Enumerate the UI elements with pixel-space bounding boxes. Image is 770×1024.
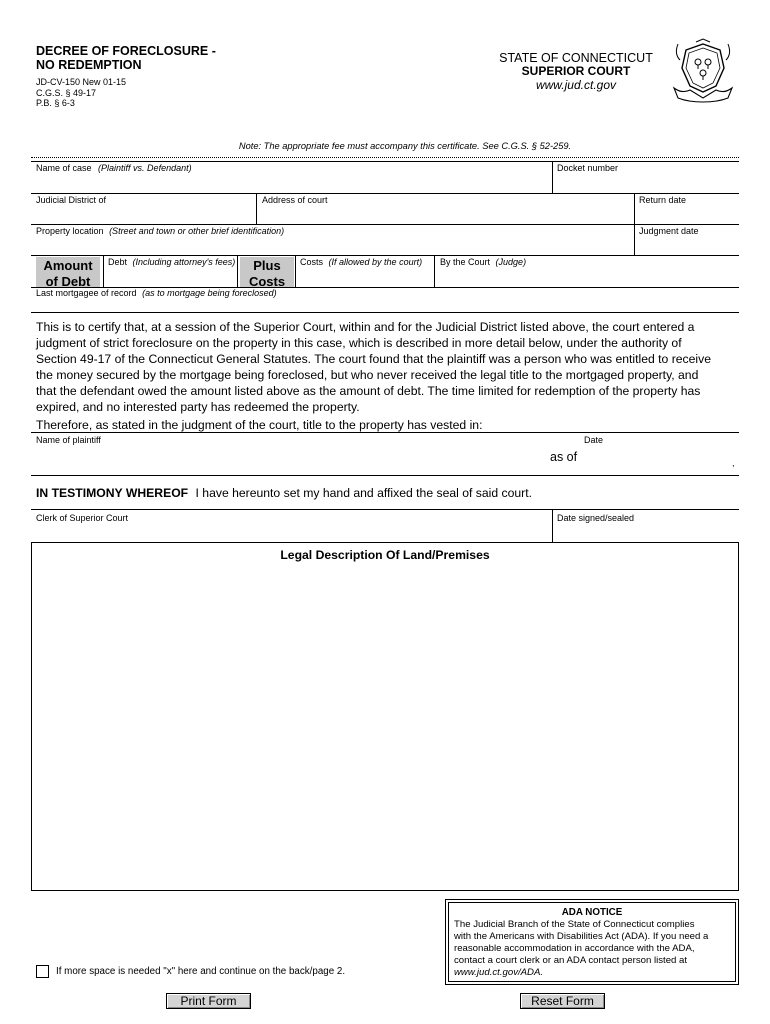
certification-line: Section 49-17 of the Connecticut General Statutes. The court found that the plaintiff was a person who was entitled to receive <box>36 352 712 367</box>
grid-divider <box>295 255 296 287</box>
more-space-label: If more space is needed "x" here and continue on the back/page 2. <box>56 966 346 977</box>
fee-note: Note: The appropriate fee must accompany this certificate. See C.G.S. § 52-259. <box>238 141 572 151</box>
grid-divider <box>237 255 238 287</box>
trailing-comma: , <box>732 458 735 468</box>
grid-top-rule <box>31 157 739 158</box>
name-of-case-label: Name of case <box>36 163 92 173</box>
property-location-hint: (Street and town or other brief identification) <box>109 226 285 236</box>
property-location-label: Property location <box>36 226 104 236</box>
plus-costs-line1: Plus <box>253 258 281 273</box>
grid-rule <box>31 161 739 162</box>
grid-rule <box>31 312 739 313</box>
ada-notice-line: with the Americans with Disabilities Act (ADA). If you need a <box>454 931 709 942</box>
name-of-case-hint: (Plaintiff vs. Defendant) <box>98 163 192 173</box>
grid-rule <box>31 224 739 225</box>
grid-rule <box>31 432 739 433</box>
grid-rule <box>31 255 739 256</box>
statute-reference: C.G.S. § 49-17 <box>36 87 97 98</box>
ada-notice-line: contact a court clerk or an ADA contact person listed at <box>454 955 688 966</box>
ada-notice-link[interactable]: www.jud.ct.gov/ADA. <box>454 967 544 978</box>
court-block <box>490 51 662 92</box>
form-title-line2: NO REDEMPTION <box>36 58 142 72</box>
form-references <box>36 77 126 109</box>
testimony-statement <box>36 486 532 500</box>
print-form-button[interactable]: Print Form <box>166 993 251 1009</box>
last-mortgagee-hint: (as to mortgage being foreclosed) <box>142 288 277 298</box>
docket-number-field[interactable]: Docket number <box>557 163 619 173</box>
last-mortgagee-field[interactable] <box>36 288 277 299</box>
judicial-district-field[interactable]: Judicial District of <box>36 195 107 205</box>
ada-notice-line: The Judicial Branch of the State of Connecticut complies <box>454 919 695 930</box>
costs-label: Costs <box>300 257 324 267</box>
return-date-field[interactable]: Return date <box>639 195 687 205</box>
form-id: JD-CV-150 New 01-15 <box>36 77 127 87</box>
testimony-bold: IN TESTIMONY WHEREOF <box>36 486 189 500</box>
ada-notice <box>445 899 739 985</box>
legal-description-box[interactable] <box>31 542 739 891</box>
as-of-label: as of <box>550 450 578 464</box>
certification-paragraph <box>36 319 736 433</box>
grid-divider <box>552 161 553 193</box>
grid-divider <box>434 255 435 287</box>
testimony-rest: I have hereunto set my hand and affixed the seal of said court. <box>195 486 533 500</box>
grid-divider <box>552 509 553 542</box>
reset-form-button[interactable]: Reset Form <box>520 993 605 1009</box>
grid-rule <box>31 509 739 510</box>
legal-description-title: Legal Description Of Land/Premises <box>280 548 490 562</box>
plus-costs-line2: Costs <box>248 274 286 289</box>
costs-field[interactable] <box>300 257 422 268</box>
judgment-date-field[interactable]: Judgment date <box>639 226 699 236</box>
address-of-court-field[interactable]: Address of court <box>262 195 328 205</box>
last-mortgagee-label: Last mortgagee of record <box>36 288 137 298</box>
by-the-court-label: By the Court <box>440 257 491 267</box>
therefore-statement: Therefore, as stated in the judgment of the court, title to the property has vested in: <box>36 417 483 432</box>
certification-line: the money secured by the mortgage being foreclosed, but who never received the legal title to the mortgaged property, and <box>36 368 699 383</box>
court-website: www.jud.ct.gov <box>535 78 617 92</box>
grid-divider <box>103 255 104 287</box>
amount-of-debt-label <box>36 257 100 287</box>
certification-line: that the defendant owed the amount listed above as the amount of debt. The time limited for redemption of the property has <box>36 384 701 399</box>
by-the-court-hint: (Judge) <box>495 257 527 267</box>
ada-notice-line: reasonable accommodation in accordance with the ADA, <box>454 943 695 954</box>
practice-book-reference: P.B. § 6-3 <box>36 98 75 108</box>
state-name: STATE OF CONNECTICUT <box>499 51 653 65</box>
certification-line: expired, and no interested party has redeemed the property. <box>36 400 360 415</box>
name-of-case-field[interactable] <box>36 163 192 174</box>
connecticut-seal-icon <box>668 38 738 106</box>
debt-field[interactable] <box>108 257 235 268</box>
certification-line: judgment of strict foreclosure on the property in this case, which is described in more detail below, under the authority of <box>36 336 682 351</box>
clerk-signature-field[interactable]: Clerk of Superior Court <box>36 513 129 523</box>
debt-label: Debt <box>108 257 128 267</box>
form-title-line1: DECREE OF FORECLOSURE - <box>36 44 216 58</box>
amount-of-debt-line1: Amount <box>43 258 93 273</box>
grid-divider <box>256 193 257 224</box>
vesting-date-field[interactable] <box>582 446 732 466</box>
property-location-field[interactable] <box>36 226 284 237</box>
debt-hint: (Including attorney's fees) <box>132 257 236 267</box>
amount-of-debt-line2: of Debt <box>45 274 91 289</box>
grid-rule <box>31 193 739 194</box>
court-name: SUPERIOR COURT <box>521 64 631 78</box>
more-space-checkbox[interactable] <box>36 965 49 978</box>
ada-notice-title: ADA NOTICE <box>561 907 623 918</box>
ada-notice-body <box>454 919 730 979</box>
plus-costs-label <box>240 257 294 287</box>
by-the-court-field[interactable] <box>440 257 526 268</box>
date-signed-field[interactable]: Date signed/sealed <box>557 513 635 523</box>
costs-hint: (If allowed by the court) <box>328 257 423 267</box>
name-of-plaintiff-field[interactable]: Name of plaintiff <box>36 435 101 445</box>
ada-notice-inner <box>448 902 736 982</box>
vesting-date-label: Date <box>584 435 604 445</box>
certification-line: This is to certify that, at a session of the Superior Court, within and for the Judicial District listed above, the court entered a <box>36 320 695 334</box>
form-title <box>36 44 216 72</box>
grid-rule <box>31 475 739 476</box>
